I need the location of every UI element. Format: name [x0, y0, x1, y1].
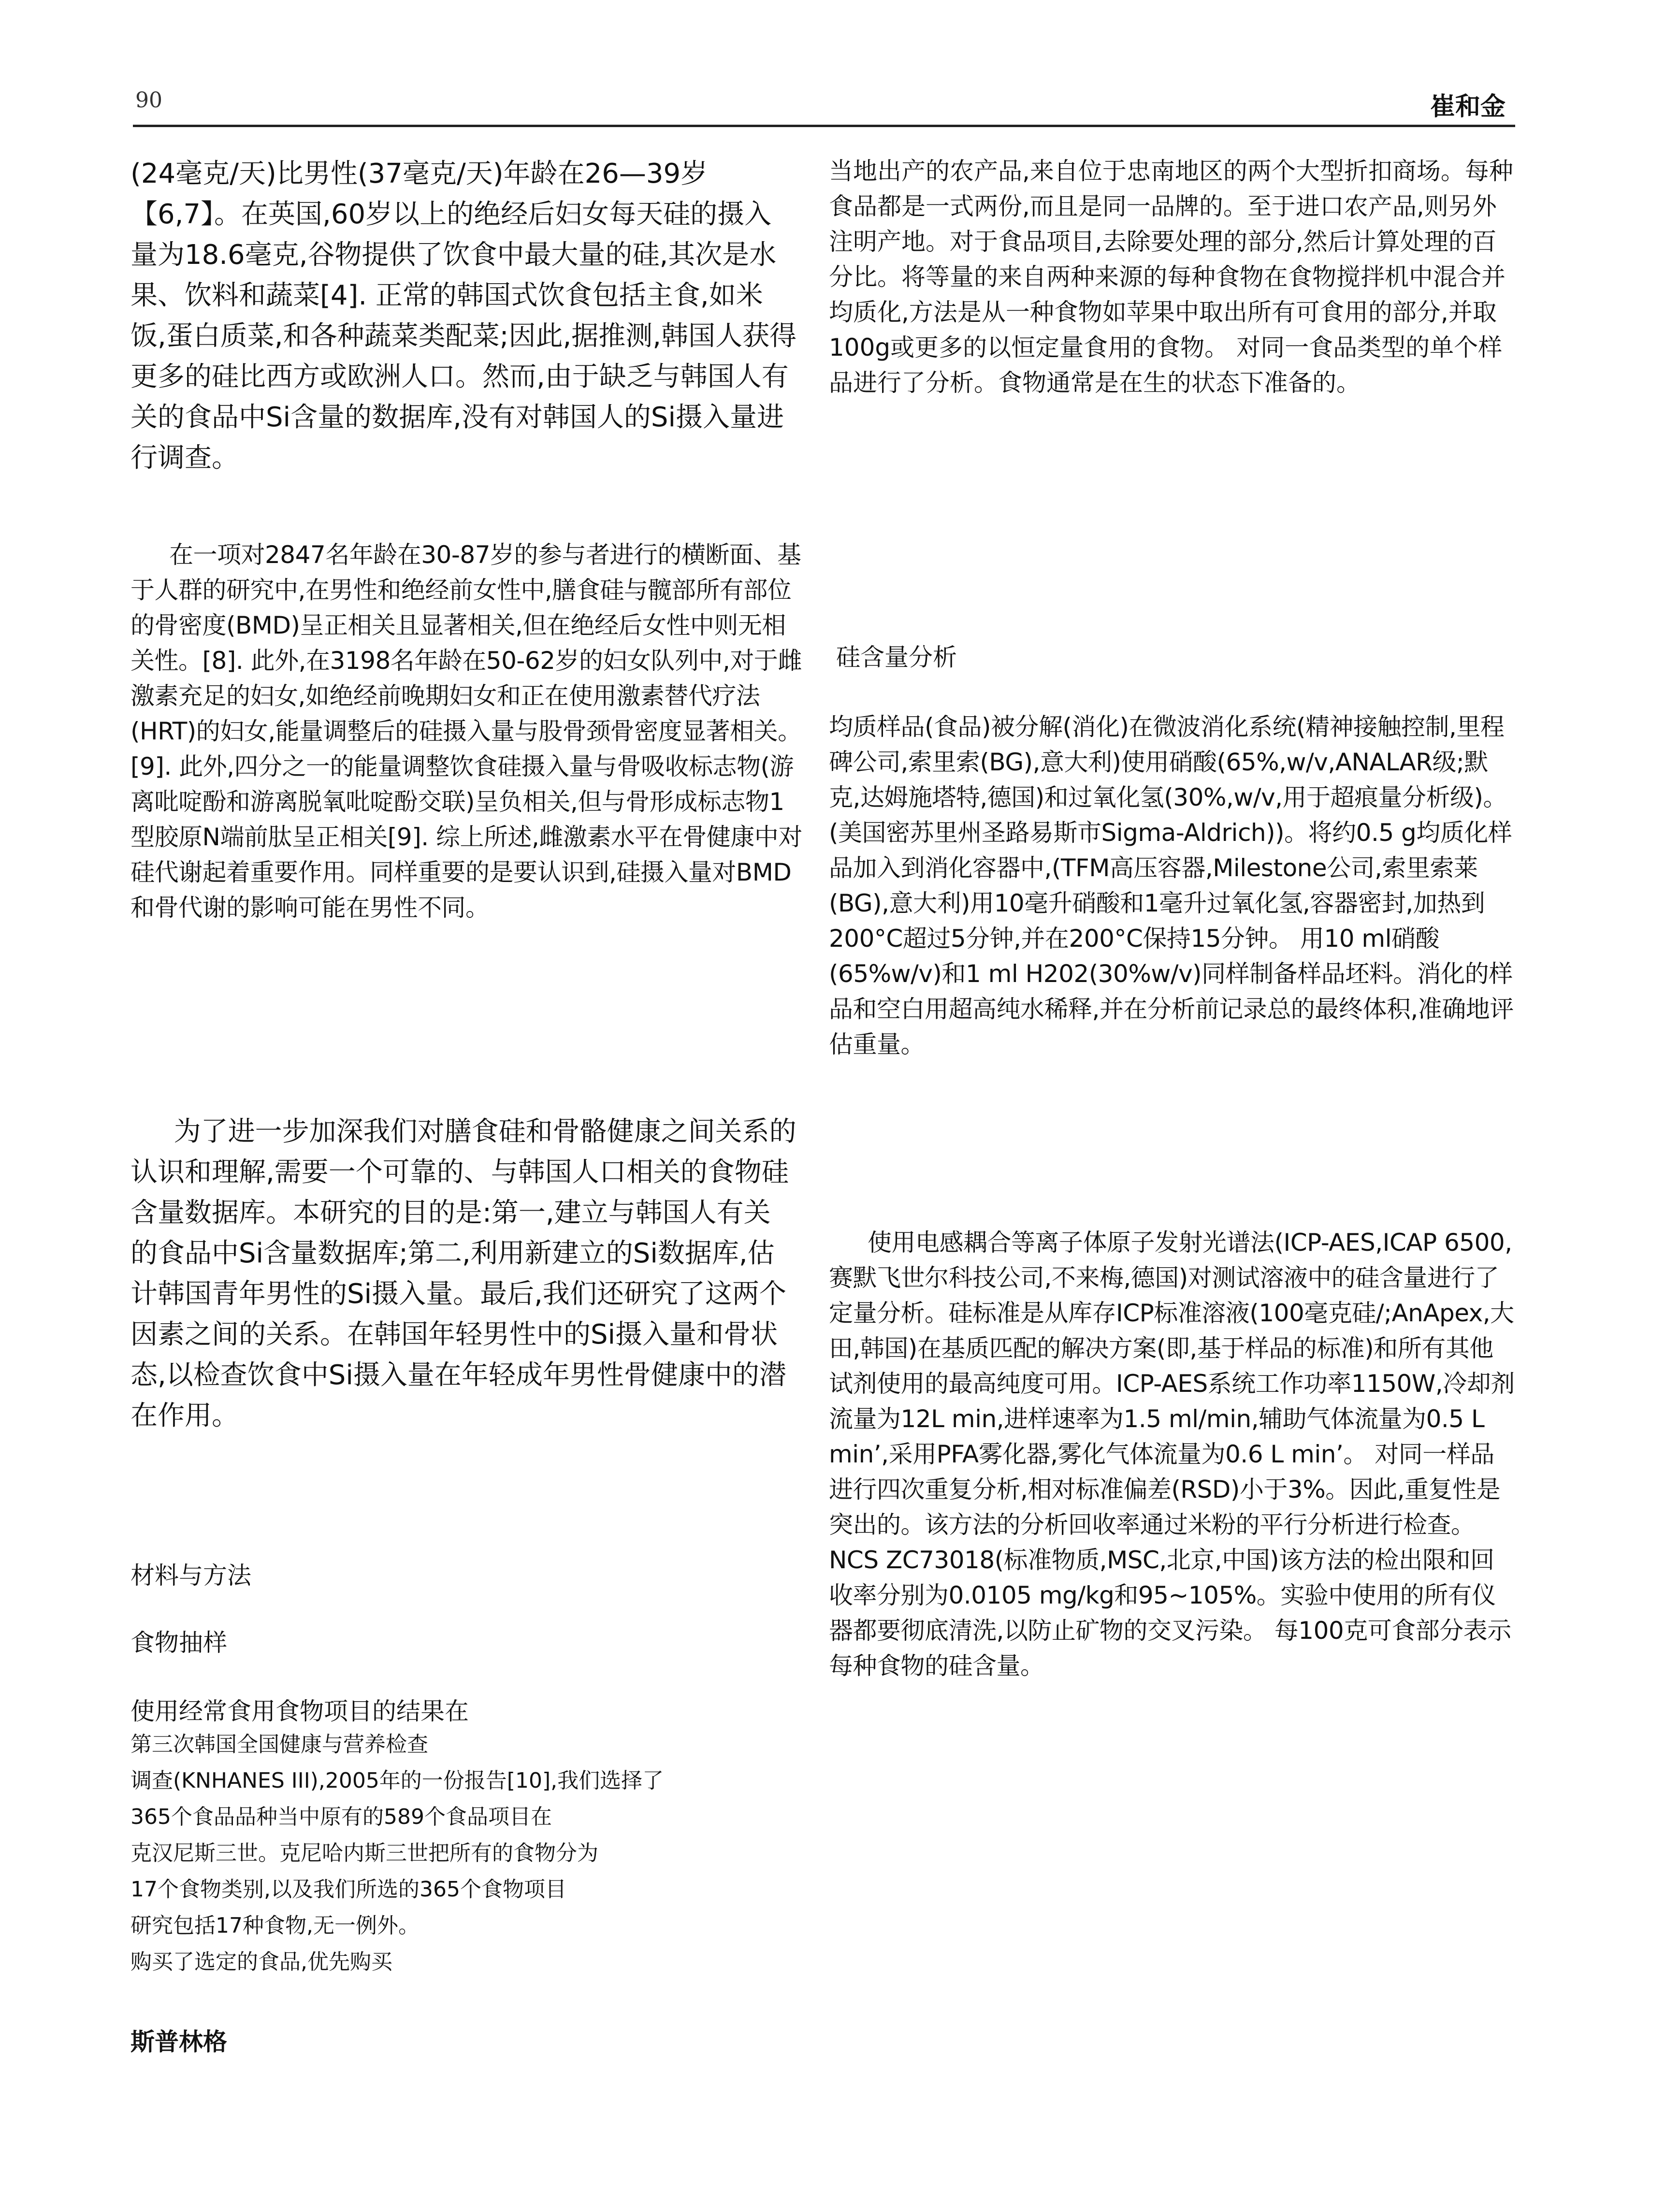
- sampling-line: 购买了选定的食品,优先购买: [130, 1950, 392, 1974]
- left-paragraph-3: 为了进一步加深我们对膳食硅和骨骼健康之间关系的认识和理解,需要一个可靠的、与韩国人口相关的食物硅含量数据库。本研究的目的是:第一,建立与韩国人有关的食品中Si含量数据库;第二,利用新建立的Si数据库,估计韩国青年男性的Si摄入量。最后,我们还研究了这两个因素之间的关系。在韩国年轻男性中的Si摄入量和骨状态,以检查饮食中Si摄入量在年轻成年男性骨健康中的潜在作用。: [130, 1116, 796, 1431]
- sampling-line: 第三次韩国全国健康与营养检查: [130, 1732, 428, 1757]
- subsection-heading-si-analysis: 硅含量分析: [836, 643, 957, 671]
- sampling-line: 17个食物类别,以及我们所选的365个食物项目: [130, 1877, 566, 1902]
- sampling-line: 使用经常食用食物项目的结果在: [130, 1697, 469, 1725]
- header-rule: [133, 125, 1515, 127]
- sampling-line: 研究包括17种食物,无一例外。: [130, 1913, 420, 1938]
- right-paragraph-1: 当地出产的农产品,来自位于忠南地区的两个大型折扣商场。每种食品都是一式两份,而且是同一品牌的。至于进口农产品,则另外注明产地。对于食品项目,去除要处理的部分,然后计算处理的百分比。将等量的来自两种来源的每种食物在食物搅拌机中混合并均质化,方法是从一种食物如苹果中取出所有可食用的部分,并取100g或更多的以恒定量食用的食物。 对同一食品类型的单个样品进行了分析。食物通常是在生的状态下准备的。: [829, 157, 1513, 397]
- sampling-line: 365个食品品种当中原有的589个食品项目在: [130, 1805, 552, 1829]
- publisher-name: 斯普林格: [130, 2028, 227, 2056]
- right-paragraph-3: 使用电感耦合等离子体原子发射光谱法(ICP-AES,ICAP 6500,赛默飞世尔科技公司,不来梅,德国)对测试溶液中的硅含量进行了定量分析。硅标准是从库存ICP标准溶液(100毫克硅/;AnApex,大田,韩国)在基质匹配的解决方案(即,基于样品的标准)和所有其他试剂使用的最高纯度可用。ICP-AES系统工作功率1150W,冷却剂流量为12L min,进样速率为1.5 ml/min,辅助气体流量为0.5 L min’,采用PFA雾化器,雾化气体流量为0.6 L min’。 对同一样品进行四次重复分析,相对标准偏差(RSD)小于3%。因此,重复性是突出的。该方法的分析回收率通过米粉的平行分析进行检查。NCS ZC73018(标准物质,MSC,北京,中国)该方法的检出限和回收率分别为0.0105 mg/kg和95~105%。实验中使用的所有仪器都要彻底清洗,以防止矿物的交叉污染。 每100克可食部分表示每种食物的硅含量。: [829, 1229, 1515, 1680]
- left-paragraph-1: (24毫克/天)比男性(37毫克/天)年龄在26—39岁【6,7】。在英国,60岁以上的绝经后妇女每天硅的摄入量为18.6毫克,谷物提供了饮食中最大量的硅,其次是水果、饮料和蔬菜[4]. 正常的韩国式饮食包括主食,如米饭,蛋白质菜,和各种蔬菜类配菜;因此,据推测,韩国人获得更多的硅比西方或欧洲人口。然而,由于缺乏与韩国人有关的食品中Si含量的数据库,没有对韩国人的Si摄入量进行调查。: [130, 158, 797, 474]
- subsection-heading-food-sampling: 食物抽样: [130, 1629, 227, 1657]
- food-sampling-text: [130, 1696, 797, 1980]
- sampling-line: 克汉尼斯三世。克尼哈内斯三世把所有的食物分为: [130, 1841, 598, 1865]
- running-head: 崔和金: [1430, 92, 1506, 121]
- page-number: 90: [135, 88, 162, 113]
- right-paragraph-2: 均质样品(食品)被分解(消化)在微波消化系统(精神接触控制,里程碑公司,索里索(BG),意大利)使用硝酸(65%,w/v,ANALAR级;默克,达姆施塔特,德国)和过氧化氢(30%,w/v,用于超痕量分析级)。(美国密苏里州圣路易斯市Sigma-Aldrich))。将约0.5 g均质化样品加入到消化容器中,(TFM高压容器,Milestone公司,索里索莱(BG),意大利)用10毫升硝酸和1毫升过氧化氢,容器密封,加热到200°C超过5分钟,并在200°C保持15分钟。 用10 ml硝酸(65%w/v)和1 ml H202(30%w/v)同样制备样品坯料。消化的样品和空白用超高纯水稀释,并在分析前记录总的最终体积,准确地评估重量。: [829, 713, 1514, 1058]
- sampling-line: 调查(KNHANES III),2005年的一份报告[10],我们选择了: [130, 1768, 664, 1793]
- left-paragraph-2: 在一项对2847名年龄在30-87岁的参与者进行的横断面、基于人群的研究中,在男性和绝经前女性中,膳食硅与髋部所有部位的骨密度(BMD)呈正相关且显著相关,但在绝经后女性中则无相关性。[8]. 此外,在3198名年龄在50-62岁的妇女队列中,对于雌激素充足的妇女,如绝经前晚期妇女和正在使用激素替代疗法(HRT)的妇女,能量调整后的硅摄入量与股骨颈骨密度显著相关。[9]. 此外,四分之一的能量调整饮食硅摄入量与骨吸收标志物(游离吡啶酚和游离脱氧吡啶酚交联)呈负相关,但与骨形成标志物1型胶原N端前肽呈正相关[9]. 综上所述,雌激素水平在骨健康中对硅代谢起着重要作用。同样重要的是要认识到,硅摄入量对BMD和骨代谢的影响可能在男性不同。: [130, 541, 802, 922]
- section-heading-materials-methods: 材料与方法: [130, 1561, 251, 1590]
